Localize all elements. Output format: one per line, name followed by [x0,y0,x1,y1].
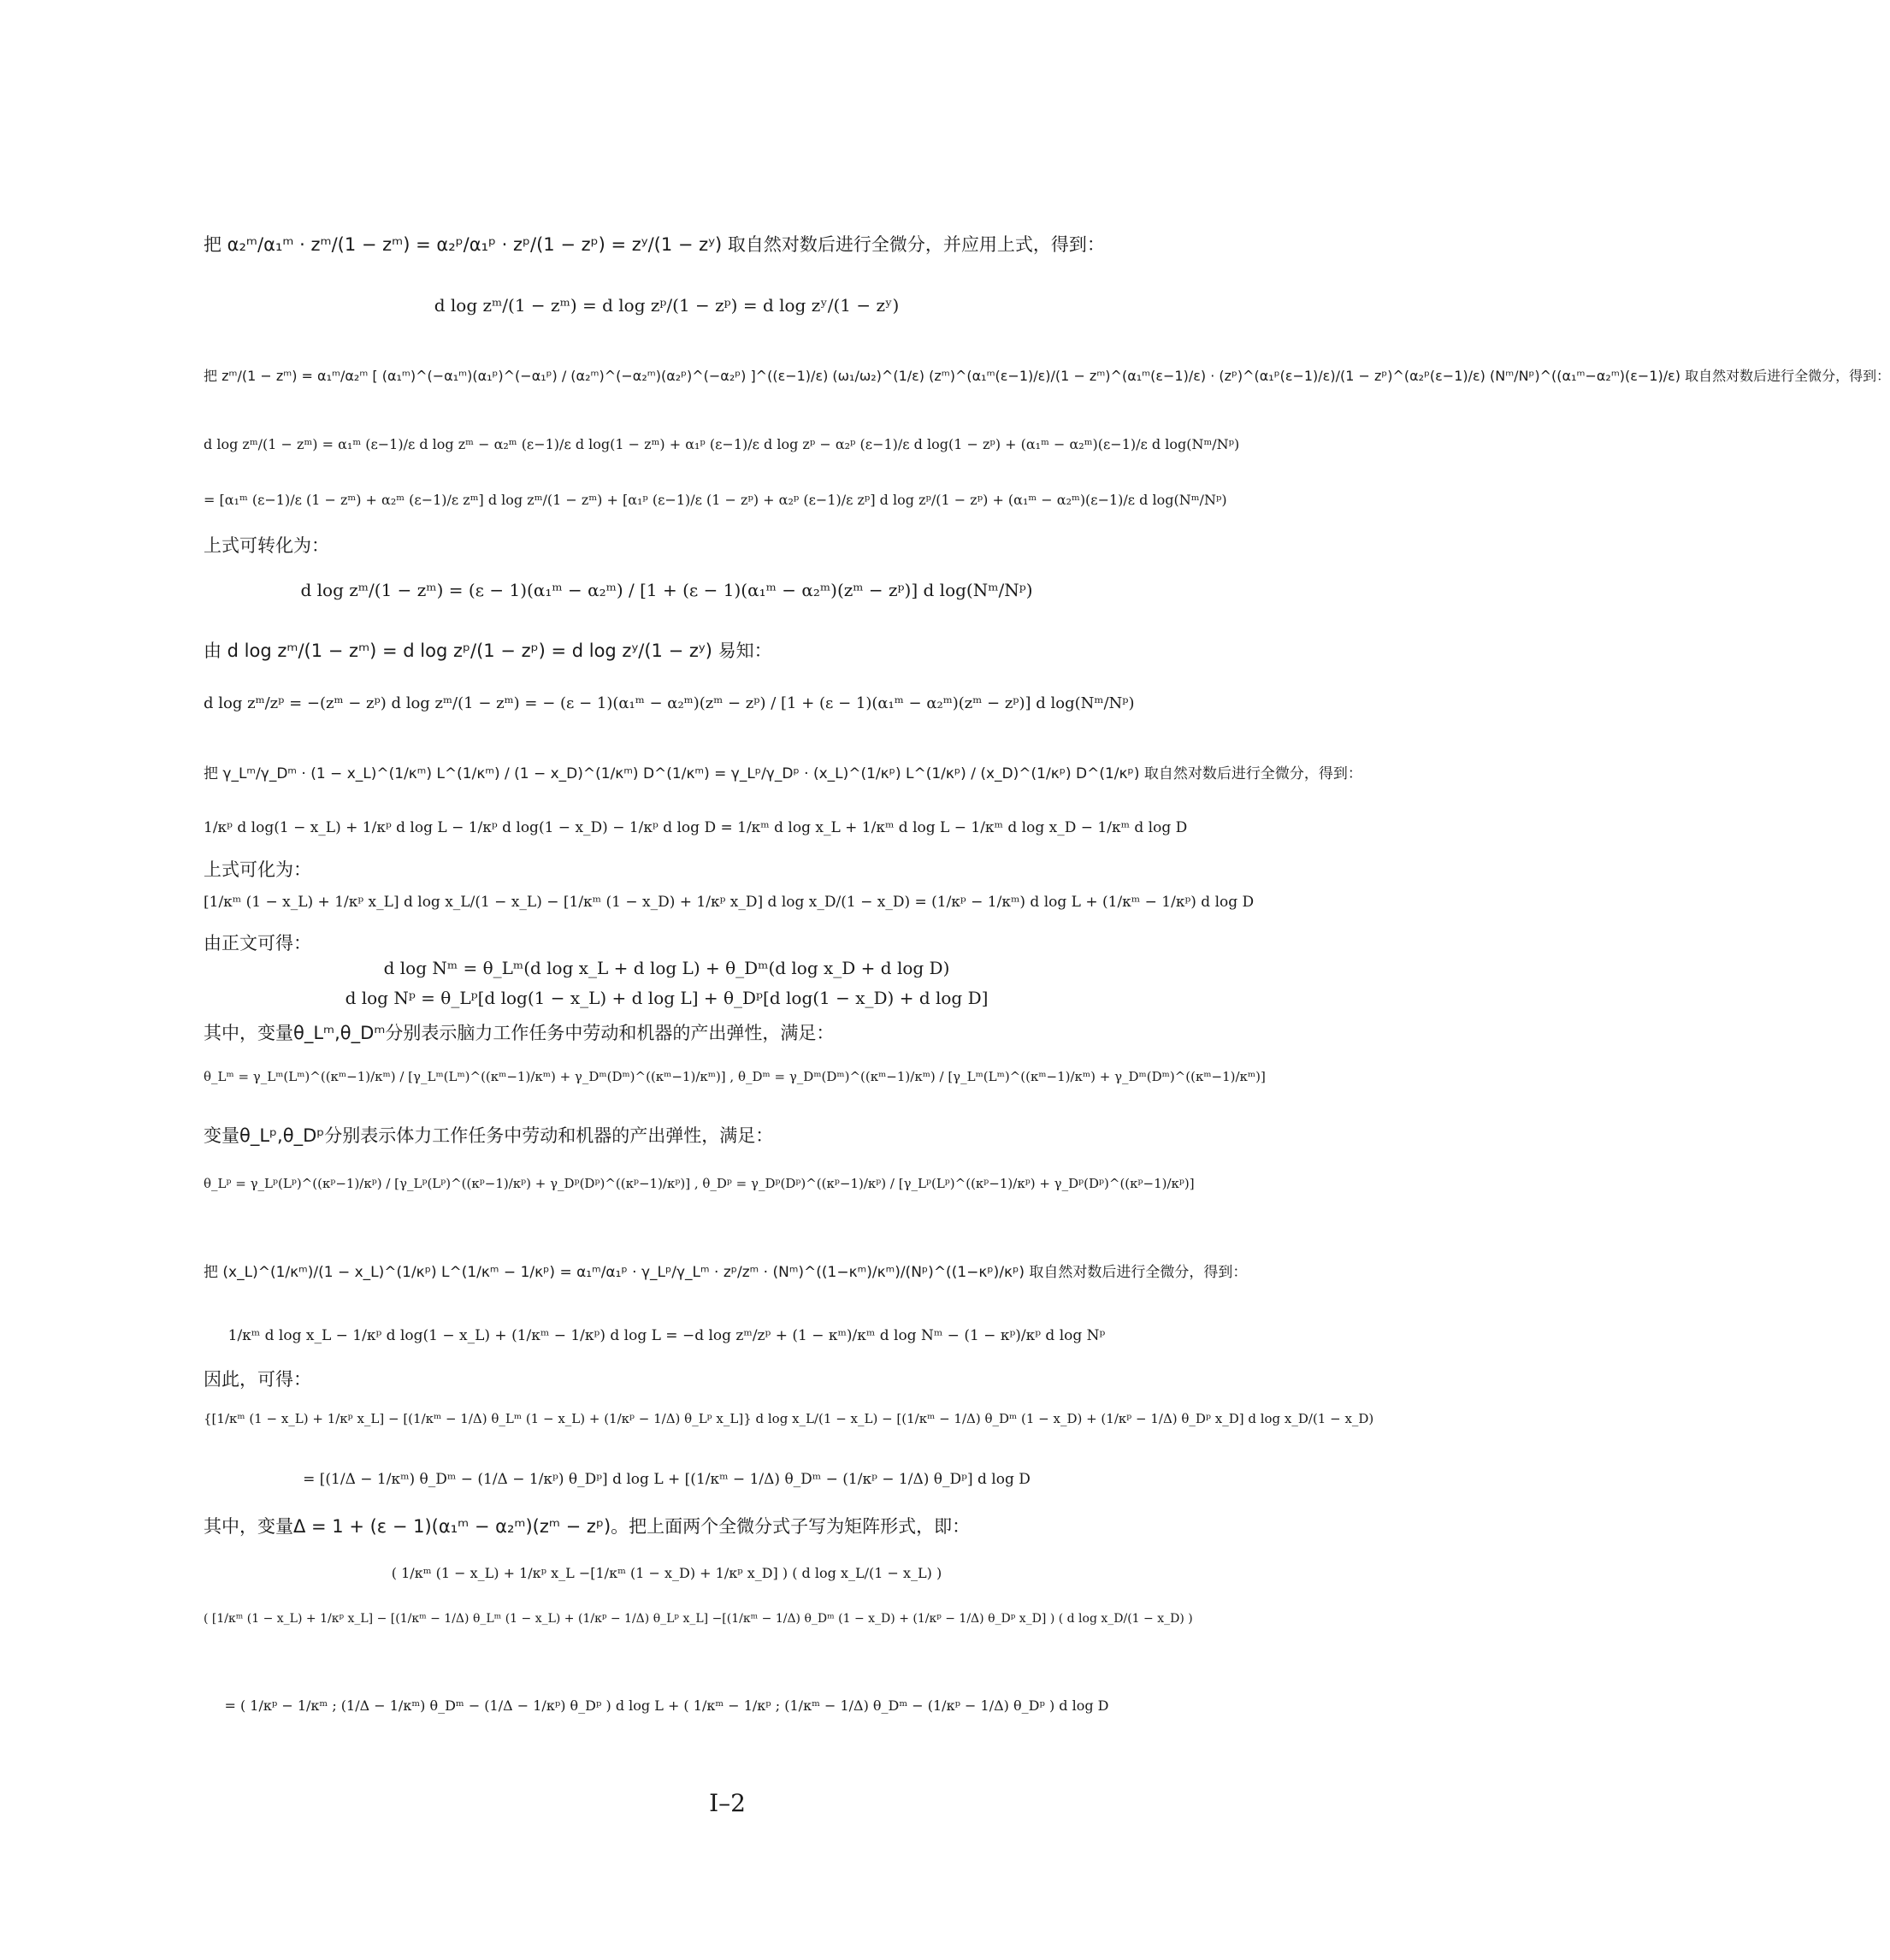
line-23: 因此，可得： [204,1369,311,1390]
equation-18: θ_Lᵐ = γ_Lᵐ(Lᵐ)^((κᵐ−1)/κᵐ) / [γ_Lᵐ(Lᵐ)^((κᵐ−1)/κᵐ) + γ_Dᵐ(Dᵐ)^((κᵐ−1)/κᵐ)] , θ_Dᵐ = γ_Dᵐ(Dᵐ)^((κᵐ−1)/κᵐ) / [γ_Lᵐ(Lᵐ)^((κᵐ−1)/κᵐ) + γ_Dᵐ(Dᵐ)^((κᵐ−1)/κᵐ)] [204,1069,1266,1084]
line-14: 由正文可得： [204,933,311,953]
page-number: I–2 [709,1789,746,1817]
equation-2: d log zᵐ/(1 − zᵐ) = d log zᵖ/(1 − zᵖ) = d log zʸ/(1 − zʸ) [434,295,900,316]
line-8: 由 d log zᵐ/(1 − zᵐ) = d log zᵖ/(1 − zᵖ) = d log zʸ/(1 − zʸ) 易知： [204,641,772,661]
line-1: 把 α₂ᵐ/α₁ᵐ · zᵐ/(1 − zᵐ) = α₂ᵖ/α₁ᵖ · zᵖ/(1 − zᵖ) = zʸ/(1 − zʸ) 取自然对数后进行全微分，并应用上式，得到： [204,234,1105,255]
line-19: 变量θ_Lᵖ,θ_Dᵖ分别表示体力工作任务中劳动和机器的产出弹性，满足： [204,1125,774,1146]
line-3: 把 zᵐ/(1 − zᵐ) = α₁ᵐ/α₂ᵐ [ (α₁ᵐ)^(−α₁ᵐ)(α₁ᵖ)^(−α₁ᵖ) / (α₂ᵐ)^(−α₂ᵐ)(α₂ᵖ)^(−α₂ᵖ) ]^((ε−1)/ε) (ω₁/ω₂)^(1/ε) (zᵐ)^(α₁ᵐ(ε−1)/ε)/(1 − zᵐ)^(α₁ᵐ(ε−1)/ε) · (zᵖ)^(α₁ᵖ(ε−1)/ε)/(1 − zᵖ)^(α₂ᵖ(ε−1)/ε) (Nᵐ/Nᵖ)^((α₁ᵐ−α₂ᵐ)(ε−1)/ε) 取自然对数后进行全微分，得到： [204,368,1890,384]
line-26: 其中，变量Δ = 1 + (ε − 1)(α₁ᵐ − α₂ᵐ)(zᵐ − zᵖ)。把上面两个全微分式子写为矩阵形式，即： [204,1516,971,1537]
equation-15: d log Nᵐ = θ_Lᵐ(d log x_L + d log L) + θ_Dᵐ(d log x_D + d log D) [383,958,950,978]
matrix-row-2: ( [1/κᵐ (1 − x_L) + 1/κᵖ x_L] − [(1/κᵐ − 1/Δ) θ_Lᵐ (1 − x_L) + (1/κᵖ − 1/Δ) θ_Lᵖ x_L] −[(1/κᵐ − 1/Δ) θ_Dᵐ (1 − x_D) + (1/κᵖ − 1/Δ) θ_Dᵖ x_D] ) ( d log x_D/(1 − x_D) ) [204,1612,1193,1626]
matrix-rhs: = ( 1/κᵖ − 1/κᵐ ; (1/Δ − 1/κᵐ) θ_Dᵐ − (1/Δ − 1/κᵖ) θ_Dᵖ ) d log L + ( 1/κᵐ − 1/κᵖ ; (1/κᵐ − 1/Δ) θ_Dᵐ − (1/κᵖ − 1/Δ) θ_Dᵖ ) d log D [224,1697,1109,1714]
line-21: 把 (x_L)^(1/κᵐ)/(1 − x_L)^(1/κᵖ) L^(1/κᵐ − 1/κᵖ) = α₁ᵐ/α₁ᵖ · γ_Lᵖ/γ_Lᵐ · zᵖ/zᵐ · (Nᵐ)^((1−κᵐ)/κᵐ)/(Nᵖ)^((1−κᵖ)/κᵖ) 取自然对数后进行全微分，得到： [204,1264,1248,1281]
matrix-row-1: ( 1/κᵐ (1 − x_L) + 1/κᵖ x_L −[1/κᵐ (1 − x_D) + 1/κᵖ x_D] ) ( d log x_L/(1 − x_L) ) [391,1565,942,1581]
line-10: 把 γ_Lᵐ/γ_Dᵐ · (1 − x_L)^(1/κᵐ) L^(1/κᵐ) / (1 − x_D)^(1/κᵐ) D^(1/κᵐ) = γ_Lᵖ/γ_Dᵖ · (x_L)^(1/κᵖ) L^(1/κᵖ) / (x_D)^(1/κᵖ) D^(1/κᵖ) 取自然对数后进行全微分，得到： [204,765,1362,782]
line-12: 上式可化为： [204,859,311,880]
equation-16: d log Nᵖ = θ_Lᵖ[d log(1 − x_L) + d log L] + θ_Dᵖ[d log(1 − x_D) + d log D] [345,988,989,1008]
equation-11: 1/κᵖ d log(1 − x_L) + 1/κᵖ d log L − 1/κᵖ d log(1 − x_D) − 1/κᵖ d log D = 1/κᵐ d log x_L + 1/κᵐ d log L − 1/κᵐ d log x_D − 1/κᵐ d log D [204,819,1188,836]
line-6: 上式可转化为： [204,535,329,556]
equation-25: = [(1/Δ − 1/κᵐ) θ_Dᵐ − (1/Δ − 1/κᵖ) θ_Dᵖ] d log L + [(1/κᵐ − 1/Δ) θ_Dᵐ − (1/κᵖ − 1/Δ) θ_Dᵖ] d log D [303,1471,1031,1488]
equation-9: d log zᵐ/zᵖ = −(zᵐ − zᵖ) d log zᵐ/(1 − zᵐ) = − (ε − 1)(α₁ᵐ − α₂ᵐ)(zᵐ − zᵖ) / [1 + (ε − 1)(α₁ᵐ − α₂ᵐ)(zᵐ − zᵖ)] d log(Nᵐ/Nᵖ) [204,694,1135,712]
equation-22: 1/κᵐ d log x_L − 1/κᵖ d log(1 − x_L) + (1/κᵐ − 1/κᵖ) d log L = −d log zᵐ/zᵖ + (1 − κᵐ)/κᵐ d log Nᵐ − (1 − κᵖ)/κᵖ d log Nᵖ [227,1327,1106,1344]
equation-5: = [α₁ᵐ (ε−1)/ε (1 − zᵐ) + α₂ᵐ (ε−1)/ε zᵐ] d log zᵐ/(1 − zᵐ) + [α₁ᵖ (ε−1)/ε (1 − zᵖ) + α₂ᵖ (ε−1)/ε zᵖ] d log zᵖ/(1 − zᵖ) + (α₁ᵐ − α₂ᵐ)(ε−1)/ε d log(Nᵐ/Nᵖ) [204,492,1227,508]
equation-24: {[1/κᵐ (1 − x_L) + 1/κᵖ x_L] − [(1/κᵐ − 1/Δ) θ_Lᵐ (1 − x_L) + (1/κᵖ − 1/Δ) θ_Lᵖ x_L]} d log x_L/(1 − x_L) − [(1/κᵐ − 1/Δ) θ_Dᵐ (1 − x_D) + (1/κᵖ − 1/Δ) θ_Dᵖ x_D] d log x_D/(1 − x_D) [204,1411,1374,1426]
equation-4: d log zᵐ/(1 − zᵐ) = α₁ᵐ (ε−1)/ε d log zᵐ − α₂ᵐ (ε−1)/ε d log(1 − zᵐ) + α₁ᵖ (ε−1)/ε d log zᵖ − α₂ᵖ (ε−1)/ε d log(1 − zᵖ) + (α₁ᵐ − α₂ᵐ)(ε−1)/ε d log(Nᵐ/Nᵖ) [204,436,1240,452]
equation-20: θ_Lᵖ = γ_Lᵖ(Lᵖ)^((κᵖ−1)/κᵖ) / [γ_Lᵖ(Lᵖ)^((κᵖ−1)/κᵖ) + γ_Dᵖ(Dᵖ)^((κᵖ−1)/κᵖ)] , θ_Dᵖ = γ_Dᵖ(Dᵖ)^((κᵖ−1)/κᵖ) / [γ_Lᵖ(Lᵖ)^((κᵖ−1)/κᵖ) + γ_Dᵖ(Dᵖ)^((κᵖ−1)/κᵖ)] [204,1176,1195,1191]
line-17: 其中，变量θ_Lᵐ,θ_Dᵐ分别表示脑力工作任务中劳动和机器的产出弹性，满足： [204,1023,835,1043]
equation-7: d log zᵐ/(1 − zᵐ) = (ε − 1)(α₁ᵐ − α₂ᵐ) / [1 + (ε − 1)(α₁ᵐ − α₂ᵐ)(zᵐ − zᵖ)] d log(Nᵐ/Nᵖ) [300,580,1033,600]
equation-13: [1/κᵐ (1 − x_L) + 1/κᵖ x_L] d log x_L/(1 − x_L) − [1/κᵐ (1 − x_D) + 1/κᵖ x_D] d log x_D/(1 − x_D) = (1/κᵖ − 1/κᵐ) d log L + (1/κᵐ − 1/κᵖ) d log D [204,894,1255,911]
